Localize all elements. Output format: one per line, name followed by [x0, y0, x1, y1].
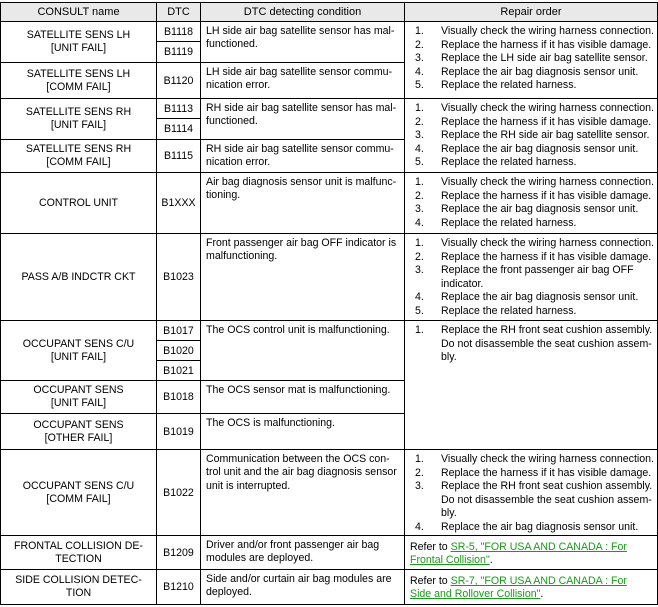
condition-cell [200, 413, 405, 450]
repair-step: 1. Visually check the wiring harness connection. [415, 453, 654, 465]
dtc-code: B1113 [156, 98, 201, 119]
repair-step: 4. Replace the air bag diagnosis sensor unit. [415, 142, 639, 155]
repair-step: Do not disassemble the seat cushion assem- [441, 337, 652, 350]
consult-name-cell [0, 62, 157, 99]
repair-order-cell [404, 569, 658, 605]
condition-line: Driver and/or front passenger air bag [206, 539, 380, 551]
repair-step: 5. Replace the related harness. [415, 304, 577, 317]
consult-name-line: OCCUPANT SENS C/U [22, 337, 135, 350]
dtc-code: B1120 [156, 62, 201, 99]
repair-step: Do not disassemble the seat cushion assem- [441, 493, 652, 506]
period-text: . [489, 554, 493, 567]
dtc-code: B1017 [156, 320, 201, 341]
consult-name-cell [0, 413, 157, 450]
condition-line: functioned. [206, 115, 258, 128]
consult-name-cell [0, 380, 157, 414]
consult-name-line: TION [65, 587, 92, 599]
repair-order-cell [404, 535, 658, 570]
condition-line: unit is interrupted. [206, 479, 291, 492]
header-consult-name: CONSULT name [0, 2, 157, 22]
repair-step: 1. Visually check the wiring harness connection. [415, 102, 654, 114]
dtc-code: B1020 [156, 340, 201, 361]
repair-step: 4. Replace the air bag diagnosis sensor unit. [415, 65, 639, 78]
repair-step: 2. Replace the harness if it has visible damage. [415, 250, 652, 263]
repair-step: indicator. [441, 277, 484, 290]
condition-cell [200, 139, 405, 173]
repair-step: 1. Replace the RH front seat cushion assembly. [415, 324, 653, 336]
repair-step: 2. Replace the harness if it has visible damage. [415, 115, 652, 128]
consult-name-line: [OTHER FAIL] [44, 431, 113, 444]
repair-step: 3. Replace the air bag diagnosis sensor unit. [415, 203, 639, 216]
consult-name-cell [0, 139, 157, 173]
condition-line: nication error. [206, 156, 271, 169]
repair-step: 5. Replace the related harness. [415, 79, 577, 92]
dtc-code: B1209 [156, 535, 201, 570]
repair-step: bly. [441, 507, 457, 520]
dtc-code: B1019 [156, 413, 201, 450]
condition-line: modules are deployed. [206, 552, 314, 565]
condition-line: The OCS control unit is malfunctioning. [206, 324, 390, 336]
condition-cell [200, 569, 405, 605]
consult-name-line: SATELLITE SENS LH [26, 29, 131, 41]
repair-step: 4. Replace the air bag diagnosis sensor unit. [415, 291, 639, 304]
consult-name-line: PASS A/B INDCTR CKT [21, 270, 136, 283]
dtc-code: B1210 [156, 569, 201, 605]
dtc-code: B1XXX [156, 172, 201, 234]
repair-step: 3. Replace the front passenger air bag OFF [415, 264, 634, 277]
condition-line: malfunctioning. [206, 250, 278, 263]
condition-line: tioning. [206, 189, 241, 202]
consult-name-line: [COMM FAIL] [46, 80, 111, 93]
repair-step: bly. [441, 351, 457, 364]
condition-line: functioned. [206, 38, 258, 51]
consult-name-cell [0, 98, 157, 140]
condition-line: deployed. [206, 586, 252, 599]
condition-line: Front passenger air bag OFF indicator is [206, 237, 397, 249]
consult-name-line: SATELLITE SENS RH [25, 106, 132, 118]
repair-order-cell [404, 320, 658, 450]
repair-order-cell [404, 21, 658, 99]
consult-name-cell [0, 233, 157, 321]
consult-name-line: SIDE COLLISION DETEC- [15, 574, 142, 586]
repair-step: 2. Replace the harness if it has visible damage. [415, 189, 652, 202]
frontal-collision-link[interactable]: SR-5, "FOR USA AND CANADA : For [450, 541, 627, 553]
side-collision-link[interactable]: Side and Rollover Collision" [410, 588, 541, 601]
condition-line: nication error. [206, 79, 271, 92]
condition-cell [200, 172, 405, 234]
repair-step: 4. Replace the air bag diagnosis sensor unit. [415, 520, 639, 533]
repair-order-cell [404, 172, 658, 234]
repair-step: 2. Replace the harness if it has visible damage. [415, 466, 652, 479]
frontal-collision-link[interactable]: Frontal Collision" [410, 554, 490, 567]
consult-name-line: [UNIT FAIL] [50, 119, 107, 131]
condition-cell [200, 98, 405, 140]
consult-name-line: OCCUPANT SENS C/U [22, 479, 135, 492]
repair-step: 1. Visually check the wiring harness connection. [415, 176, 654, 188]
repair-step: 1. Visually check the wiring harness connection. [415, 25, 654, 37]
dtc-code: B1022 [156, 449, 201, 536]
condition-cell [200, 21, 405, 63]
period-text: . [540, 588, 544, 601]
consult-name-line: [COMM FAIL] [46, 492, 111, 505]
consult-name-line: SATELLITE SENS LH [26, 67, 131, 80]
condition-line: RH side air bag satellite sensor has mal- [206, 102, 397, 114]
condition-cell [200, 380, 405, 414]
condition-line: RH side air bag satellite sensor commu- [206, 143, 394, 155]
consult-name-line: OCCUPANT SENS [33, 384, 124, 396]
condition-line: Side and/or curtain air bag modules are [206, 573, 392, 585]
header-detecting-condition: DTC detecting condition [200, 2, 405, 22]
repair-step: 5. Replace the related harness. [415, 156, 577, 169]
repair-order-cell [404, 98, 658, 173]
repair-step: 3. Replace the RH front seat cushion assembly. [415, 480, 653, 493]
consult-name-line: TECTION [55, 552, 102, 565]
repair-step: 1. Visually check the wiring harness connection. [415, 237, 654, 249]
repair-step: 3. Replace the RH side air bag satellite sensor. [415, 129, 650, 142]
repair-step: 4. Replace the related harness. [415, 216, 577, 229]
consult-name-cell [0, 449, 157, 536]
consult-name-line: [UNIT FAIL] [50, 350, 107, 363]
dtc-code: B1118 [156, 21, 201, 42]
dtc-code: B1018 [156, 380, 201, 414]
dtc-code: B1023 [156, 233, 201, 321]
dtc-code: B1119 [156, 41, 201, 63]
condition-cell [200, 62, 405, 99]
condition-line: Communication between the OCS con- [206, 453, 390, 465]
consult-name-cell [0, 569, 157, 605]
header-repair-order: Repair order [404, 2, 658, 22]
condition-line: The OCS is malfunctioning. [206, 417, 335, 429]
header-dtc: DTC [156, 2, 201, 22]
condition-line: LH side air bag satellite sensor has mal- [206, 25, 395, 37]
dtc-code: B1114 [156, 118, 201, 140]
consult-name-line: [UNIT FAIL] [50, 42, 107, 54]
consult-name-line: SATELLITE SENS RH [25, 143, 132, 155]
repair-order-cell [404, 233, 658, 321]
condition-cell [200, 233, 405, 321]
repair-step: 3. Replace the LH side air bag satellite sensor. [415, 52, 648, 65]
consult-name-cell [0, 320, 157, 381]
consult-name-line: FRONTAL COLLISION DE- [14, 539, 143, 552]
repair-step: 2. Replace the harness if it has visible damage. [415, 38, 652, 51]
dtc-code: B1021 [156, 360, 201, 381]
condition-line: trol unit and the air bag diagnosis sensor [206, 466, 397, 479]
consult-name-line: CONTROL UNIT [38, 196, 119, 209]
condition-line: Air bag diagnosis sensor unit is malfunc- [206, 176, 397, 188]
condition-cell [200, 449, 405, 536]
refer-to-text: Refer to [410, 541, 451, 553]
consult-name-cell [0, 535, 157, 570]
side-collision-link[interactable]: SR-7, "FOR USA AND CANADA : For [450, 575, 627, 587]
consult-name-line: [UNIT FAIL] [50, 397, 107, 409]
consult-name-line: [COMM FAIL] [46, 156, 111, 168]
consult-name-cell [0, 172, 157, 234]
condition-cell [200, 535, 405, 570]
condition-line: LH side air bag satellite sensor commu- [206, 66, 393, 78]
condition-line: The OCS sensor mat is malfunctioning. [206, 384, 391, 396]
consult-name-cell [0, 21, 157, 63]
condition-cell [200, 320, 405, 381]
refer-to-text: Refer to [410, 575, 451, 587]
repair-order-cell [404, 449, 658, 536]
consult-name-line: OCCUPANT SENS [33, 418, 124, 431]
dtc-code: B1115 [156, 139, 201, 173]
